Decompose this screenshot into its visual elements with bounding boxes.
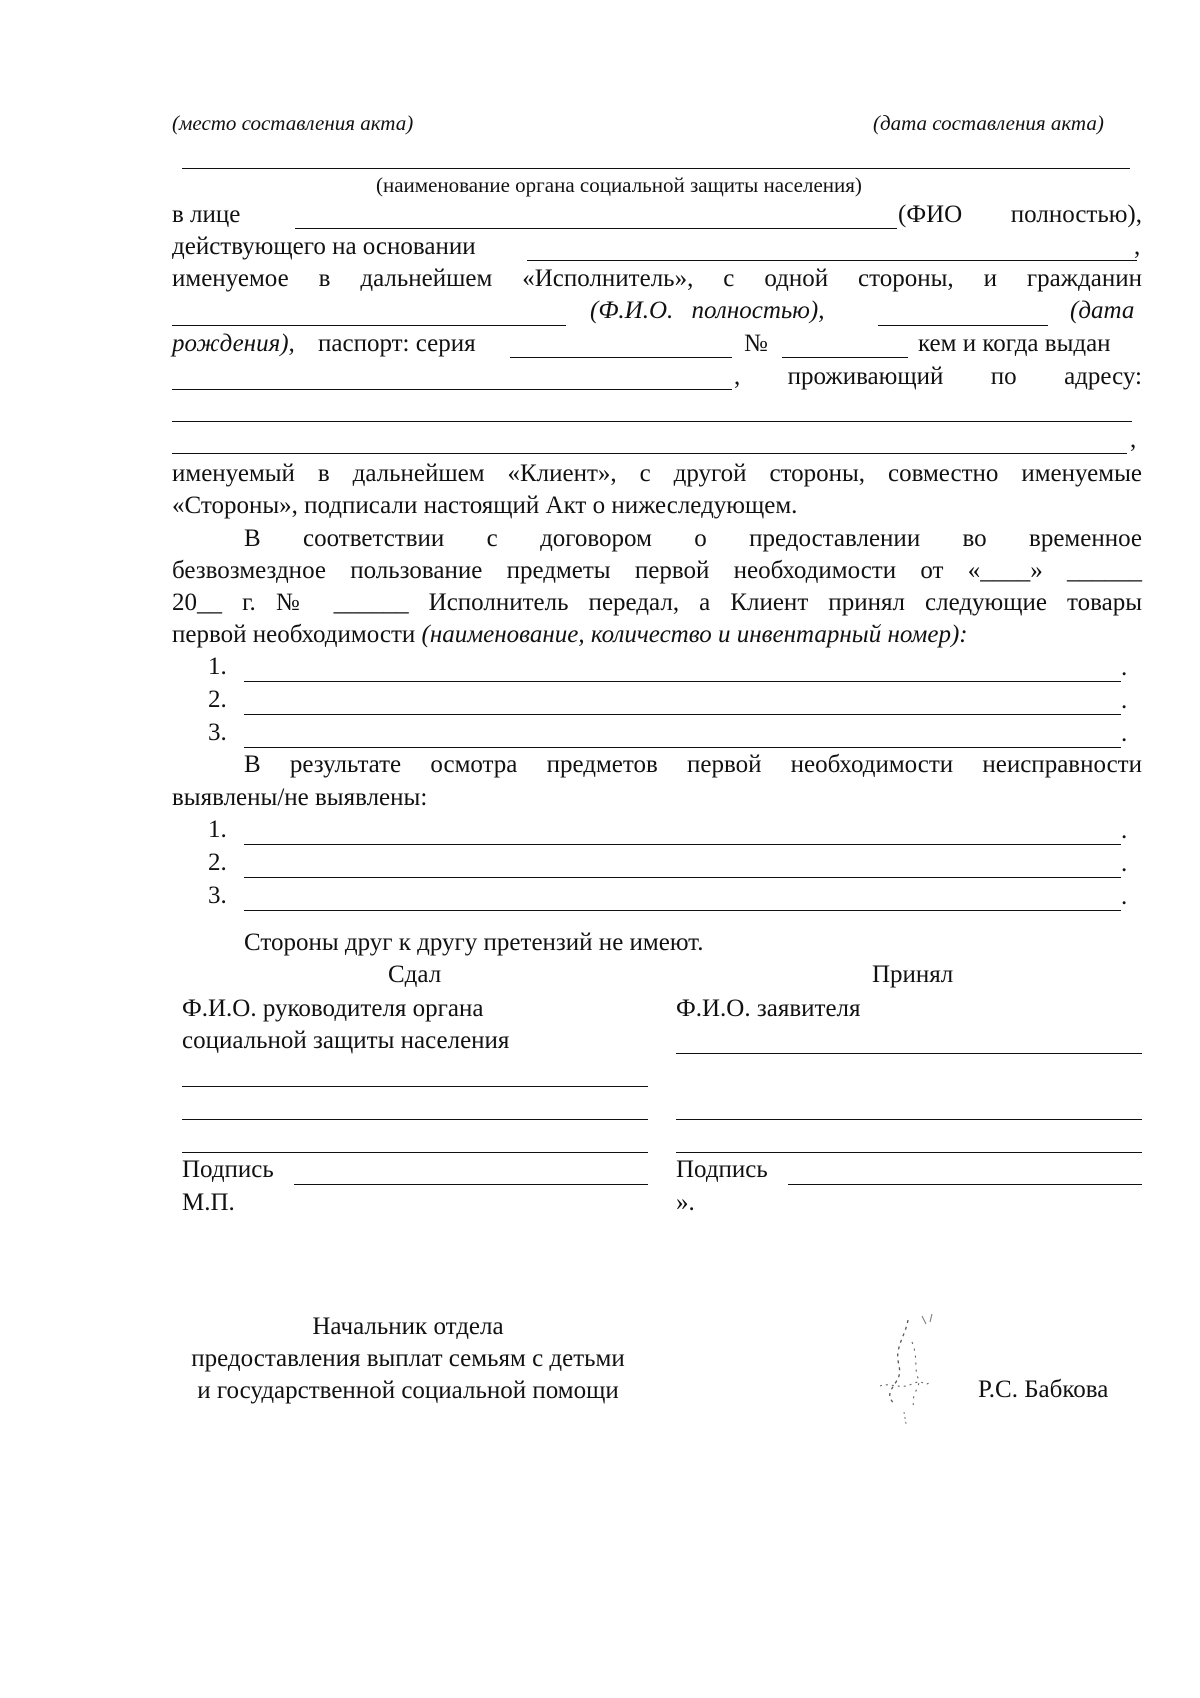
period: . xyxy=(1121,654,1128,681)
item-number: 3. xyxy=(208,719,227,746)
defect-number: 3. xyxy=(208,882,227,909)
footer-name: Р.С. Бабкова xyxy=(978,1376,1109,1403)
accepted-label: Принял xyxy=(872,961,954,988)
defect-number: 2. xyxy=(208,849,227,876)
residing-label: , проживающий по адресу: xyxy=(734,363,1142,390)
contract-text-3: 20__ г. № ______ Исполнитель передал, а Клиент принял следующие товары xyxy=(172,589,1142,616)
number-sign: № xyxy=(744,330,768,357)
right-signature-label: Подпись xyxy=(676,1156,768,1183)
no-claims-text: Стороны друг к другу претензий не имеют. xyxy=(244,929,704,956)
address-line-2[interactable] xyxy=(172,453,1127,454)
footer-position-2: предоставления выплат семьям с детьми xyxy=(191,1345,625,1372)
item-number: 2. xyxy=(208,686,227,713)
citizen-fio-line[interactable] xyxy=(172,325,566,326)
organ-name-line[interactable] xyxy=(182,168,1130,169)
named-client-text: именуемый в дальнейшем «Клиент», с другой стороны, совместно именуемые xyxy=(172,460,1142,487)
period: . xyxy=(1121,720,1128,747)
place-caption: (место составления акта) xyxy=(172,111,414,135)
fio-caption: (Ф.И.О. полностью), xyxy=(590,297,825,324)
item-number: 1. xyxy=(208,653,227,680)
left-signature-line[interactable] xyxy=(294,1184,648,1185)
period: . xyxy=(1121,883,1128,910)
passport-number-line[interactable] xyxy=(782,357,908,358)
right-fio-label: Ф.И.О. заявителя xyxy=(676,995,861,1022)
handwritten-signature xyxy=(860,1312,950,1432)
item-line-2[interactable] xyxy=(244,714,1121,715)
comma: , xyxy=(1130,426,1137,453)
contract-text-1: В соответствии с договором о предоставлении во временное xyxy=(244,525,1142,552)
defect-line-2[interactable] xyxy=(244,877,1121,878)
head-fio-line-1[interactable] xyxy=(182,1086,648,1087)
handed-label: Сдал xyxy=(388,961,442,988)
passport-series-label: паспорт: серия xyxy=(318,330,476,357)
contract-text-2: безвозмездное пользование предметы первой необходимости от «____» ______ xyxy=(172,557,1142,584)
acting-basis-label: действующего на основании xyxy=(172,233,476,260)
birth-caption: рождения), xyxy=(172,330,295,357)
contract-text-4 xyxy=(172,620,968,650)
issued-by-label: кем и когда выдан xyxy=(918,330,1111,357)
defect-number: 1. xyxy=(208,816,227,843)
birth-date-line[interactable] xyxy=(878,325,1048,326)
left-fio-label-2: социальной защиты населения xyxy=(182,1027,510,1054)
head-fio-line-2[interactable] xyxy=(182,1119,648,1120)
footer-position-1: Начальник отдела xyxy=(312,1313,504,1340)
head-fio-line-3[interactable] xyxy=(182,1152,648,1153)
issued-by-line[interactable] xyxy=(172,389,732,390)
contract-text-4-italic: (наименование, количество и инвентарный номер): xyxy=(421,621,968,648)
defect-line-1[interactable] xyxy=(244,844,1121,845)
address-line-1[interactable] xyxy=(172,421,1132,422)
organ-caption: (наименование органа социальной защиты населения) xyxy=(376,173,862,197)
footer-position-3: и государственной социальной помощи xyxy=(197,1377,619,1404)
representative-fio-line[interactable] xyxy=(295,228,897,229)
applicant-fio-line-1[interactable] xyxy=(676,1053,1142,1054)
right-signature-line[interactable] xyxy=(788,1184,1142,1185)
mp-label: М.П. xyxy=(182,1189,235,1216)
period: . xyxy=(1121,687,1128,714)
left-fio-label: Ф.И.О. руководителя органа xyxy=(182,995,484,1022)
date-of-caption: (дата xyxy=(1070,297,1135,324)
fio-full-caption: (ФИО полностью), xyxy=(898,201,1142,228)
period: . xyxy=(1121,850,1128,877)
item-line-3[interactable] xyxy=(244,747,1121,748)
comma: , xyxy=(1134,233,1141,260)
named-executor-text: именуемое в дальнейшем «Исполнитель», с одной стороны, и гражданин xyxy=(172,265,1142,292)
inspection-text-1: В результате осмотра предметов первой необходимости неисправности xyxy=(244,751,1142,778)
parties-signed-text: «Стороны», подписали настоящий Акт о нижеследующем. xyxy=(172,492,798,519)
inspection-text-2: выявлены/не выявлены: xyxy=(172,784,428,811)
applicant-fio-line-2[interactable] xyxy=(676,1119,1142,1120)
passport-series-line[interactable] xyxy=(510,357,732,358)
closing-quote: ». xyxy=(676,1189,695,1216)
item-line-1[interactable] xyxy=(244,681,1121,682)
defect-line-3[interactable] xyxy=(244,910,1121,911)
applicant-fio-line-3[interactable] xyxy=(676,1152,1142,1153)
basis-line[interactable] xyxy=(527,260,1137,261)
left-signature-label: Подпись xyxy=(182,1156,274,1183)
v-litse-label: в лице xyxy=(172,201,241,228)
period: . xyxy=(1121,817,1128,844)
date-caption: (дата составления акта) xyxy=(873,111,1104,135)
contract-text-4-plain: первой необходимости xyxy=(172,621,416,648)
